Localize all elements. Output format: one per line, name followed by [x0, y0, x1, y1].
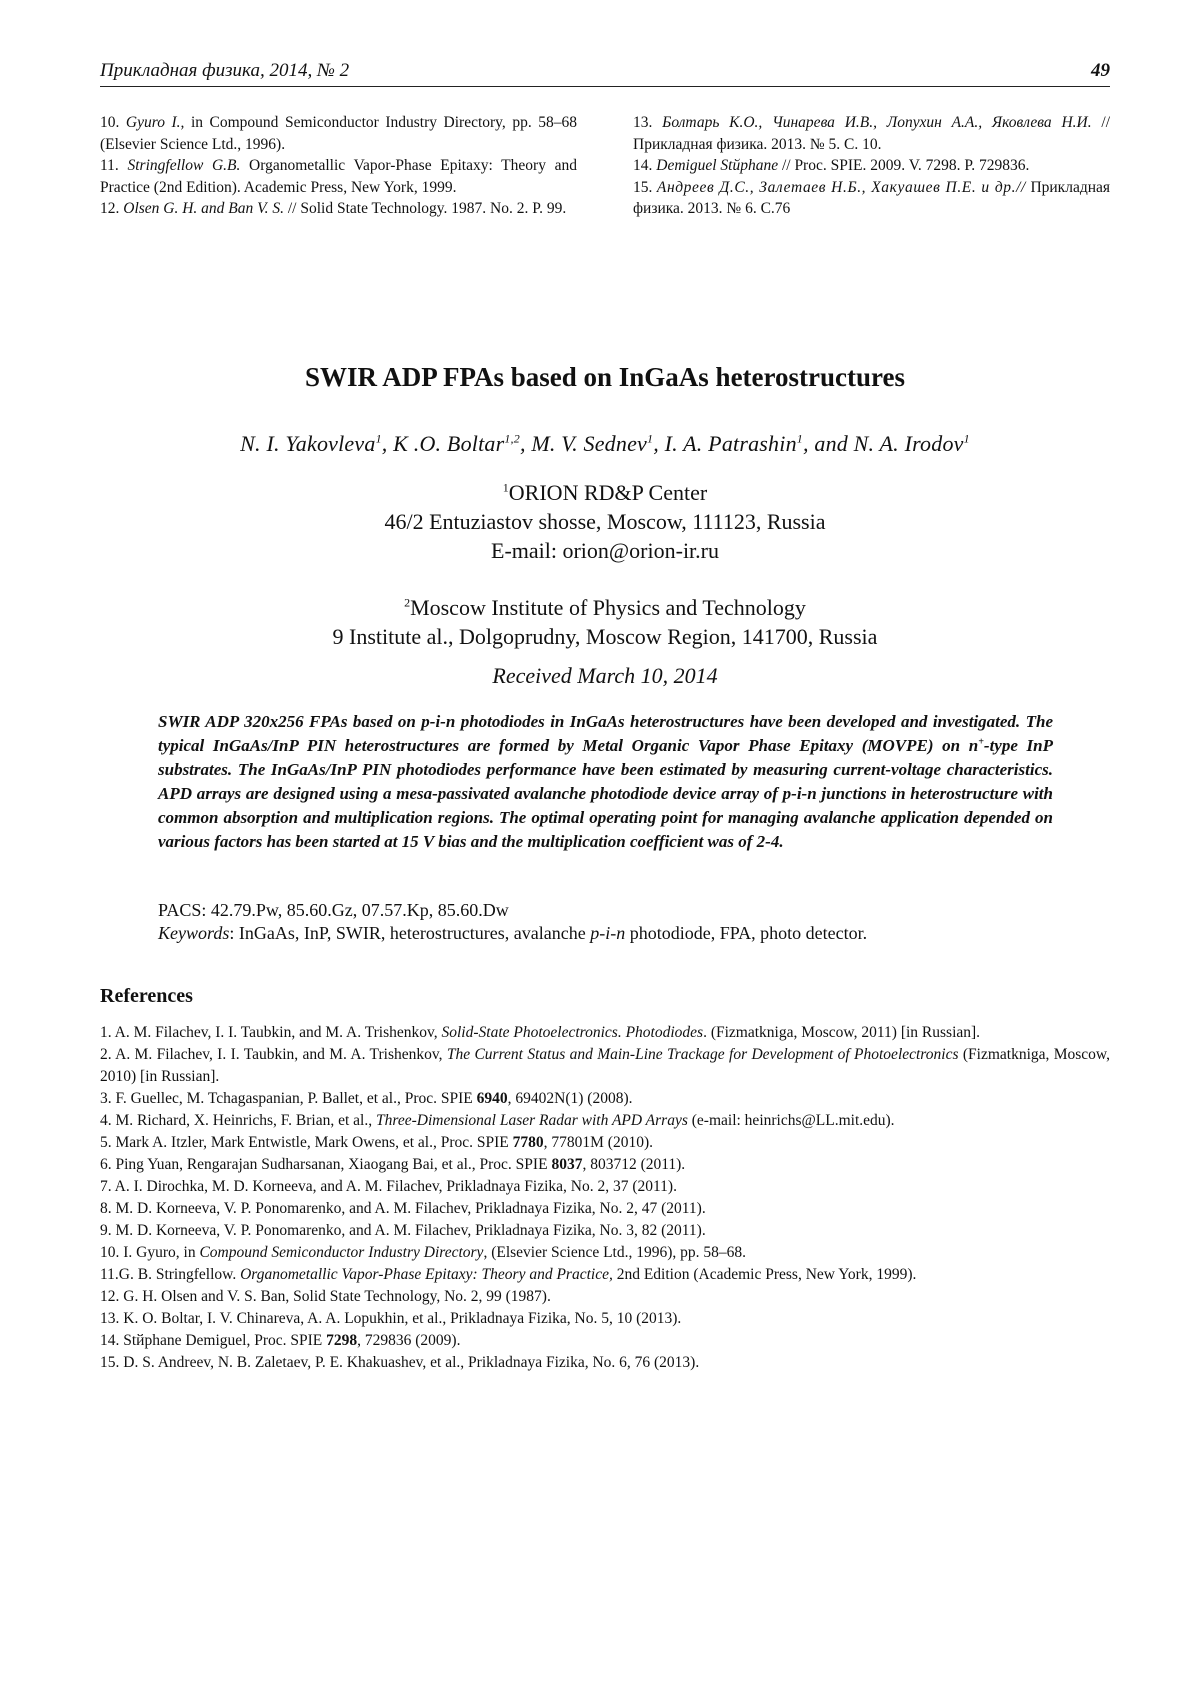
abstract: SWIR ADP 320x256 FPAs based on p-i-n photodiodes in InGaAs heterostructures have been developed and investigated. The typical InGaAs/InP PIN heterostructures are formed by Metal Organic Vapor Phase Epitaxy (MOVPE) on n+-type InP substrates. The InGaAs/InP PIN photodiodes performance have been estimated by measuring current-voltage characteristics. APD arrays are designed using a mesa-passivated avalanche photodiode device array of p-i-n junctions in heterostructure with common absorption and multiplication regions. The optimal operating point for managing avalanche application depended on various factors has been started at 15 V bias and the multiplication coefficient was of 2-4. — [158, 712, 1053, 851]
previous-article-references-left — [100, 112, 577, 220]
affiliation-1-email: E-mail: orion@orion-ir.ru — [491, 538, 719, 563]
reference-item-2: 2. A. M. Filachev, I. I. Taubkin, and M. A. Trishenkov, The Current Status and Main-Line Trackage for Development of Photoelectronics (Fizmatkniga, Moscow, 2010) [in Russian]. — [100, 1046, 1110, 1085]
author-3: M. V. Sednev$^1$, — [531, 431, 665, 456]
author-list — [100, 431, 1110, 457]
reference-item-4: 4. M. Richard, X. Heinrichs, F. Brian, et al., Three-Dimensional Laser Radar with APD Arrays (e-mail: heinrichs@LL.mit.edu). — [100, 1112, 895, 1129]
prev-ref-15: 15. Андреев Д.С., Залетаев Н.Б., Хакуашев П.Е. и др.// Прикладная физика. 2013. № 6. С.76 — [633, 178, 1111, 218]
affiliation-1-name: $^1$ORION RD&P Center — [502, 480, 708, 505]
pacs-and-keywords — [158, 899, 1053, 945]
affiliation-2 — [100, 593, 1110, 651]
reference-item-9: 9. M. D. Korneeva, V. P. Ponomarenko, and A. M. Filachev, Prikladnaya Fizika, No. 3, 82 (2011). — [100, 1222, 706, 1239]
prev-ref-13: 13. Болтарь К.О., Чинарева И.В., Лопухин А.А., Яковлева Н.И. // Прикладная физика. 2013. № 5. С. 10. — [633, 114, 1110, 153]
reference-item-3: 3. F. Guellec, M. Tchagaspanian, P. Ballet, et al., Proc. SPIE 6940, 69402N(1) (2008). — [100, 1090, 633, 1107]
previous-article-references-right — [633, 112, 1110, 220]
received-date: Received March 10, 2014 — [492, 663, 718, 688]
pacs-codes: PACS: 42.79.Pw, 85.60.Gz, 07.57.Kp, 85.60.Dw — [158, 900, 509, 920]
reference-item-5: 5. Mark A. Itzler, Mark Entwistle, Mark Owens, et al., Proc. SPIE 7780, 77801M (2010). — [100, 1134, 653, 1151]
keywords: Keywords: InGaAs, InP, SWIR, heterostructures, avalanche p-i-n photodiode, FPA, photo detector. — [158, 923, 868, 943]
author-1: N. I. Yakovleva$^1$, — [240, 431, 394, 456]
reference-item-8: 8. M. D. Korneeva, V. P. Ponomarenko, and A. M. Filachev, Prikladnaya Fizika, No. 2, 47 (2011). — [100, 1200, 706, 1217]
affiliation-2-name: $^2$Moscow Institute of Physics and Technology — [404, 595, 806, 620]
journal-title: Прикладная физика, 2014, № 2 — [100, 60, 350, 81]
prev-ref-14: 14. Demiguel Stйphane // Proc. SPIE. 2009. V. 7298. P. 729836. — [633, 157, 1030, 175]
reference-item-14: 14. Stйphane Demiguel, Proc. SPIE 7298, 729836 (2009). — [100, 1332, 461, 1349]
affiliation-1 — [100, 478, 1110, 565]
references-list — [100, 1022, 1110, 1374]
prev-ref-11: 11. Stringfellow G.B. Organometallic Vapor-Phase Epitaxy: Theory and Practice (2nd Edition). Academic Press, New York, 1999. — [100, 157, 577, 196]
reference-item-10: 10. I. Gyuro, in Compound Semiconductor Industry Directory, (Elsevier Science Ltd., 1996), pp. 58–68. — [100, 1244, 747, 1261]
reference-item-13: 13. K. O. Boltar, I. V. Chinareva, A. A. Lopukhin, et al., Prikladnaya Fizika, No. 5, 10 (2013). — [100, 1310, 682, 1327]
reference-item-11: 11.G. B. Stringfellow. Organometallic Vapor-Phase Epitaxy: Theory and Practice, 2nd Edition (Academic Press, New York, 1999). — [100, 1266, 917, 1283]
affiliation-2-address: 9 Institute al., Dolgoprudny, Moscow Region, 141700, Russia — [332, 624, 878, 649]
reference-item-6: 6. Ping Yuan, Rengarajan Sudharsanan, Xiaogang Bai, et al., Proc. SPIE 8037, 803712 (2011). — [100, 1156, 686, 1173]
author-2: K .O. Boltar$^{1,2}$, — [393, 431, 532, 456]
affiliation-1-address: 46/2 Entuziastov shosse, Moscow, 111123, Russia — [384, 509, 826, 534]
reference-item-12: 12. G. H. Olsen and V. S. Ban, Solid State Technology, No. 2, 99 (1987). — [100, 1288, 551, 1305]
prev-ref-10: 10. Gyuro I., in Compound Semiconductor Industry Directory, pp. 58–68 (Elsevier Science Ltd., 1996). — [100, 114, 577, 153]
reference-item-1: 1. A. M. Filachev, I. I. Taubkin, and M. A. Trishenkov, Solid-State Photoelectronics. Photodiodes. (Fizmatkniga, Moscow, 2011) [in Russian]. — [100, 1024, 981, 1041]
author-4: I. A. Patrashin$^1$, and — [664, 431, 854, 456]
running-header — [100, 58, 1110, 87]
references-heading: References — [100, 985, 193, 1007]
page-number: 49 — [1091, 60, 1110, 81]
reference-item-15: 15. D. S. Andreev, N. B. Zaletaev, P. E. Khakuashev, et al., Prikladnaya Fizika, No. 6, 76 (2013). — [100, 1354, 700, 1371]
prev-ref-12: 12. Olsen G. H. and Ban V. S. // Solid State Technology. 1987. No. 2. P. 99. — [100, 200, 567, 218]
reference-item-7: 7. A. I. Dirochka, M. D. Korneeva, and A. M. Filachev, Prikladnaya Fizika, No. 2, 37 (2011). — [100, 1178, 677, 1195]
article-title: SWIR ADP FPAs based on InGaAs heterostructures — [304, 362, 906, 392]
author-5: N. A. Irodov$^1$ — [853, 431, 970, 456]
